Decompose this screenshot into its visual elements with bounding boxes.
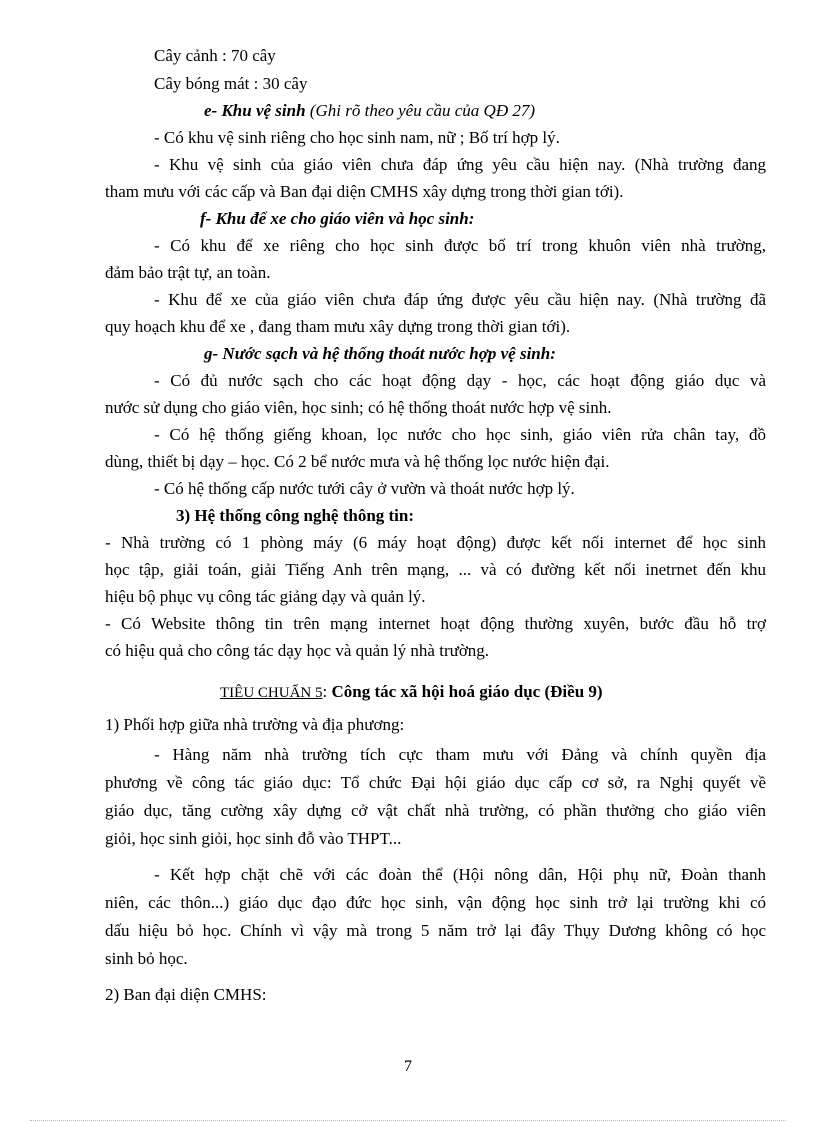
text-line: học tập, giải toán, giải Tiếng Anh trên mạng, ... và có đường kết nối inetrnet đến khu [105,560,766,579]
text-line: hiệu bộ phục vụ công tác giảng dạy và quản lý. [105,587,426,606]
text-line: - Có đủ nước sạch cho các hoạt động dạy - học, các hoạt động giáo dục và [154,371,766,390]
text-line: phương về công tác giáo dục: Tổ chức Đại hội giáo dục cấp cơ sở, ra Nghị quyết về [105,773,766,792]
text-line: tham mưu với các cấp và Ban đại diện CMHS xây dựng trong thời gian tới). [105,182,624,201]
text-line: đảm bảo trật tự, an toàn. [105,263,271,282]
standard-5-heading [220,681,603,704]
text-line: - Hàng năm nhà trường tích cực tham mưu với Đảng và chính quyền địa [154,745,766,764]
heading-colon: : [322,682,332,701]
text-line: - Có khu để xe riêng cho học sinh được bố trí trong khuôn viên nhà trường, [154,236,766,255]
text-line: Cây cảnh : 70 cây [154,46,276,65]
text-line: Cây bóng mát : 30 cây [154,74,308,93]
page-bottom-divider [30,1120,786,1121]
text-line: nước sử dụng cho giáo viên, học sinh; có hệ thống thoát nước hợp vệ sinh. [105,398,612,417]
text-line: - Có khu vệ sinh riêng cho học sinh nam, nữ ; Bố trí hợp lý. [154,128,560,147]
standard-title: Công tác xã hội hoá giáo dục (Điều 9) [331,682,603,701]
heading-prefix: e- [204,101,218,120]
section-heading-g: g- Nước sạch và hệ thống thoát nước hợp vệ sinh: [204,344,556,363]
subsection-heading-1: 1) Phối hợp giữa nhà trường và địa phương: [105,715,405,734]
text-line: có hiệu quả cho công tác dạy học và quản lý nhà trường. [105,641,490,660]
text-line: dùng, thiết bị dạy – học. Có 2 bể nước mưa và hệ thống lọc nước hiện đại. [105,452,610,471]
text-line: quy hoạch khu để xe , đang tham mưu xây dựng trong thời gian tới). [105,317,571,336]
subsection-heading-2: 2) Ban đại diện CMHS: [105,985,267,1004]
text-line: - Khu vệ sinh của giáo viên chưa đáp ứng yêu cầu hiện nay. (Nhà trường đang [154,155,766,174]
text-line: sinh bỏ học. [105,949,188,968]
text-line: - Có Website thông tin trên mạng internet hoạt động thường xuyên, bước đầu hỗ trợ [105,614,766,633]
text-line: - Kết hợp chặt chẽ với các đoàn thể (Hội nông dân, Hội phụ nữ, Đoàn thanh [154,865,766,884]
text-line: giỏi, học sinh giỏi, học sinh đỗ vào THPT... [105,829,402,848]
text-line: - Có hệ thống giếng khoan, lọc nước cho học sinh, giáo viên rửa chân tay, đồ [154,425,766,444]
section-heading-e [204,100,535,122]
heading-title: Khu vệ sinh [221,101,306,120]
text-line: giáo dục, tăng cường xây dựng cở vật chất nhà trường, có phần thưởng cho giáo viên [105,801,766,820]
text-line: - Khu để xe của giáo viên chưa đáp ứng được yêu cầu hiện nay. (Nhà trường đã [154,290,766,309]
text-line: niên, các thôn...) giáo dục đạo đức học sinh, vận động học sinh trở lại trường khi có [105,893,766,912]
heading-note: (Ghi rõ theo yêu cầu của QĐ 27) [309,101,536,120]
text-line: dấu hiệu bỏ học. Chính vì vậy mà trong 5 năm trở lại đây Thụy Dương không có học [105,921,766,940]
page-number: 7 [404,1058,412,1075]
section-heading-f: f- Khu để xe cho giáo viên và học sinh: [200,209,475,228]
text-line: - Nhà trường có 1 phòng máy (6 máy hoạt động) được kết nối internet để học sinh [105,533,766,552]
standard-label: TIÊU CHUẨN 5 [220,685,323,701]
text-line: - Có hệ thống cấp nước tưới cây ở vườn và thoát nước hợp lý. [154,479,575,498]
section-heading-3: 3) Hệ thống công nghệ thông tin: [176,506,415,525]
